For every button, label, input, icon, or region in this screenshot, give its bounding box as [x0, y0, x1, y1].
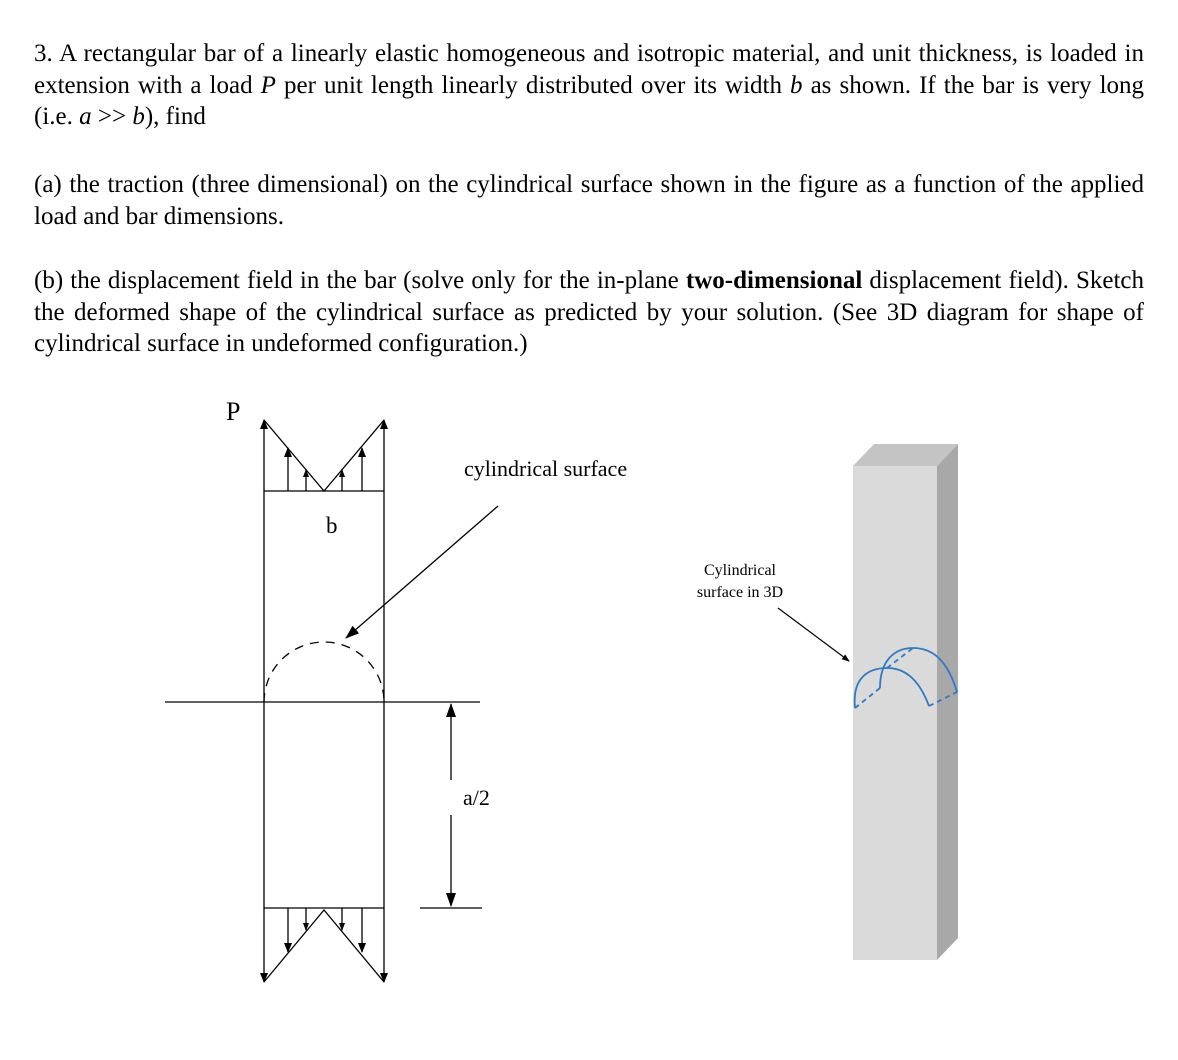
top-load-distribution	[264, 420, 384, 491]
load-label-P: P	[226, 397, 241, 426]
relation-operator: >>	[91, 103, 133, 130]
surface-3d-leader-arrow	[778, 608, 849, 661]
bar-3d-front-face	[853, 466, 937, 960]
surface-leader-arrow	[346, 506, 498, 638]
question-b-text-2: displacement field). Sketch the deformed shape of the cylindrical surface as predicted by your solution. (See 3D diagram for shape of cylindrical surface in undeformed configuration.)	[34, 267, 1144, 357]
surface-3d-label-line2: surface in 3D	[696, 584, 784, 601]
bar-3d-side-face	[937, 444, 958, 960]
bar-2d	[165, 491, 480, 908]
bottom-load-distribution	[264, 908, 384, 982]
cylindrical-surface-label: cylindrical surface	[464, 456, 628, 481]
problem-text-4: ), find	[144, 103, 206, 130]
bar-3d	[853, 444, 958, 960]
var-b: b	[790, 71, 803, 99]
dimension-label-a-half: a/2	[463, 785, 490, 810]
width-label-b: b	[326, 513, 338, 538]
var-b-2: b	[132, 103, 145, 130]
var-P: P	[260, 71, 276, 99]
question-a: (a) the traction (three dimensional) on the cylindrical surface shown in the figure as a function of the applied load and bar dimensions.	[34, 171, 1144, 230]
question-b-text-1: (b) the displacement field in the bar (solve only for the in-plane	[34, 267, 686, 294]
top-load-envelope	[264, 420, 384, 491]
question-b-bold: two-dimensional	[685, 267, 863, 294]
problem-text-1: 3. A rectangular bar of a linearly elastic homogeneous and isotropic material, and unit thickness, is loaded in extension with a load	[34, 40, 1144, 99]
cylindrical-surface-arc	[264, 642, 384, 702]
surface-3d-label-line1: Cylindrical	[704, 562, 776, 579]
var-a: a	[79, 103, 92, 130]
bottom-load-envelope	[264, 910, 384, 982]
problem-text-2: per unit length linearly distributed over its width	[275, 71, 791, 99]
problem-text-3: as shown. If the bar is very long (i.e.	[34, 71, 1145, 130]
